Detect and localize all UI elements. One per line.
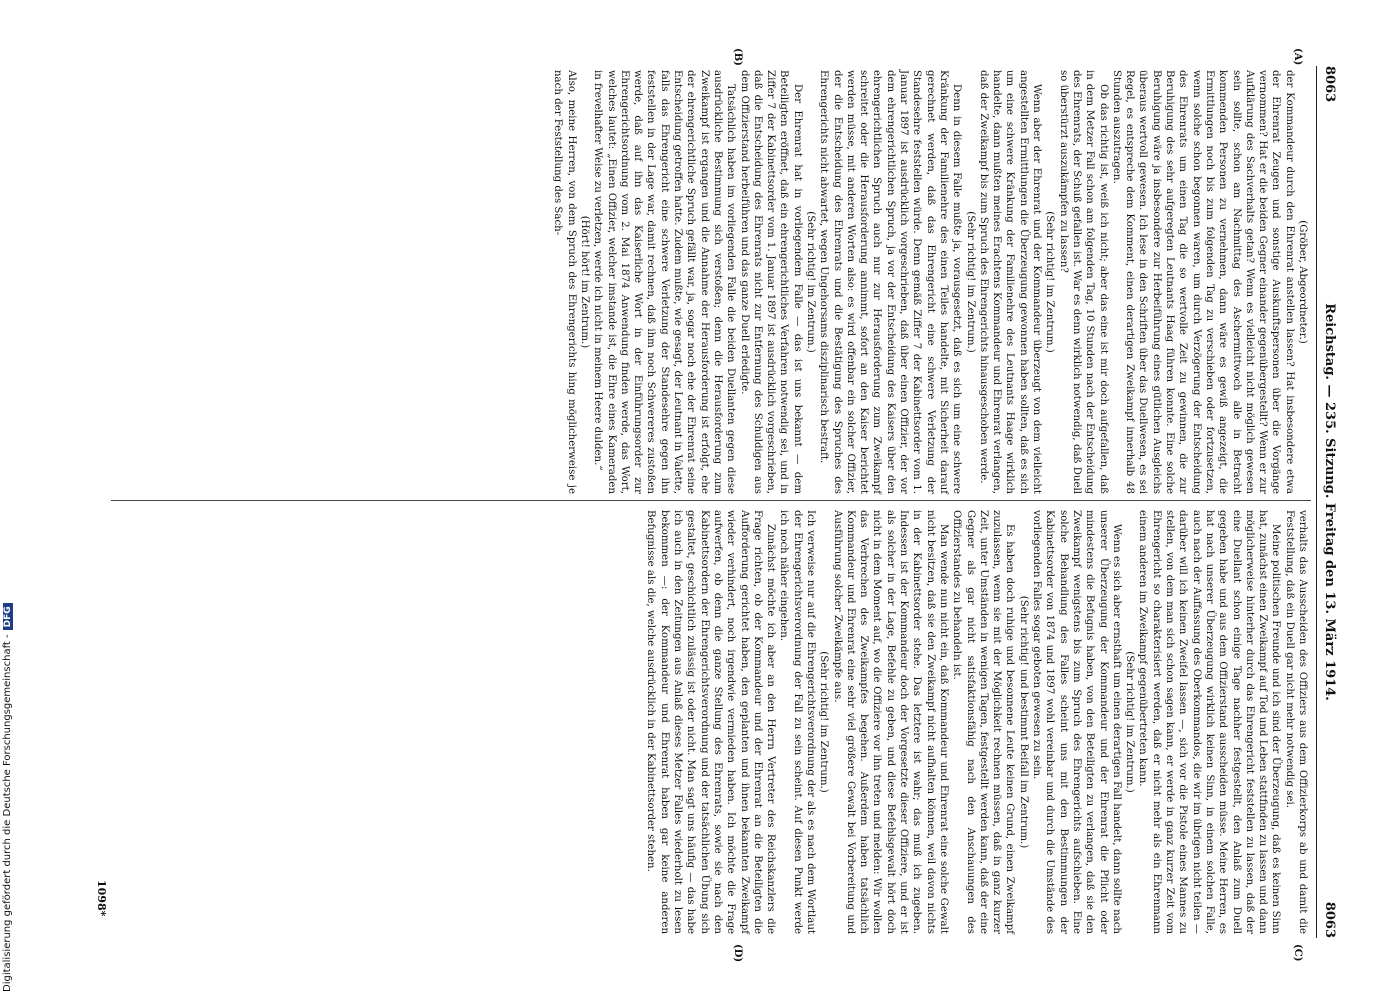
dfg-logo: DFG	[3, 603, 13, 630]
margin-marker-b: (B)	[732, 48, 743, 66]
interjection: (Sehr richtig! im Zentrum.)	[964, 211, 976, 353]
interjection: (Gröber, Abgeordneter.)	[1297, 220, 1308, 344]
paragraph: Meine politischen Freunde und ich sind der Überzeugung, daß es keinen Sinn hat, zunächst einen Zweikampf auf Tod und Leben stattfinden zu lassen und dann möglicherweise hinterher durch das Ehrengericht feststellen zu lassen, daß der eine Duellant schon einige Tage nachher festgestellt, den Anlaß zum Duell gegeben habe und aus dem Offizierstand ausscheiden müsse. Meine Herren, es hat nach unserer Überzeugung wirklich keinen Sinn, in einem solchen Falle, auch nach der Auffassung des Oberkommandos, die wir im übrigen nicht teilen — darüber will ich keinen Zweifel lassen —, sich vor die Pistole eines Mannes zu stellen, von dem man sich schon sagen kann, er werde in ganz kurzer Zeit vom Ehrengericht so charakterisiert werden, daß er nicht mehr als ein Ehrenmann einem anderen im Zweikampf gegenübertreten kann.	[1137, 510, 1282, 934]
margin-marker-c: (C)	[1292, 944, 1303, 962]
page-signature: 1098*	[95, 880, 108, 917]
interjection: (Sehr richtig! im Zentrum.)	[1044, 211, 1056, 353]
page-number-right: 8063	[1322, 901, 1337, 938]
paragraph: Man wende nun nicht ein, daß Kommandeur und Ehrenrat eine solche Gewalt nicht besitzen, daß sie den Zweikampf nicht aufhalten können, weil davon nichts in der Kabinettsorder stehe. Das letztere ist wahr; das muß ich zugeben. Indessen ist der Kommandeur doch der Vorgesetzte dieser Offiziere, und er ist als solcher in der Lage, Befehle zu geben, und diese Befehlsgewalt hört doch nicht in dem Moment auf, wo die Offiziere vor ihn treten und melden: Wir wollen das Verbrechen des Zweikampfes begehen. Außerdem haben tatsächlich Kommandeur und Ehrenrat eine sehr viel größere Gewalt bei Vorbereitung und Ausführung solcher Zweikämpfe aus.	[831, 510, 949, 934]
paragraph: der Kommandeur durch den Ehrenrat anstellen lassen? Hat insbesondere etwa der Ehrenrat Zeugen und sonstige Auskunftspersonen über die Vorgänge vernommen? Hat er die beiden Gegner einander gegenübergestellt? Wenn er zur Aufklärung des Sachverhalts getan? Wenn es vielleicht nicht möglich gewesen sein sollte, schon am Nachmittag des Aschermittwoch alle in Betracht kommenden Personen zu vernehmen, dann wäre es gewiß angezeigt, die Ermittlungen noch bis zum folgenden Tag zu verschieben oder fortzusetzen, wenn solche schon begonnen waren, um durch Verzögerung der Entscheidung des Ehrenrats um einen Tag die so wertvolle Zeit zu gewinnen, die zur Beruhigung des sehr aufgeregten Leutnants Haag führen konnte. Eine solche Beruhigung wäre ja insbesondere zur Herbeiführung eines gütlichen Ausgleichs überaus wertvoll gewesen. Ich lese in den Schriften über das Duellwesen, es sei Regel, es entspreche dem Komment, einen derartigen Zweikampf innerhalb 48 Stunden auszutragen.	[1110, 70, 1295, 494]
paragraph: Zunächst möchte ich aber an den Herrn Vertreter des Reichskanzlers die Frage richten, ob der Kommandeur und der Ehrenrat an die Beteiligten die Aufforderung gerichtet haben, den geplanten und ihnen bekannten Zweikampf wieder verhindert, noch irgendwie vermieden haben. Ich möchte die Frage aufwerfen, ob denn die ganze Stellung des Ehrenrats, sowie sie nach den Kabinettsordern der Ehrengerichtsverordnung und der tatsächlichen Übung sich gestaltet, geschichtlich zulässig ist oder nicht. Man sagt uns häufig — das habe ich auch in den Zeitungen aus Anlaß dieses Metzer Falles wiederholt zu lesen bekommen —: der Kommandeur und Ehrenrat haben gar keine anderen Befugnisse als die, welche ausdrücklich in der Kabinettsorder stehen.	[645, 510, 777, 934]
text-column-left	[551, 70, 1309, 494]
paragraph: Ob das richtig ist, weiß ich nicht; aber das eine ist mir doch aufgefallen, daß in dem Metzer Fall schon am folgenden Tag, 10 Stunden nach der Entscheidung des Ehrenrats, der Schuß gefallen ist. War es denn wirklich notwendig, daß Duell so überstürzt auszukämpfen zu lassen?	[1057, 70, 1109, 494]
paragraph: Wenn aber der Ehrenrat und der Kommandeur überzeugt von dem vielleicht angestellten Ermittlungen die Überzeugung gewonnen haben sollten, daß es sich um eine schwere Kränkung der Familienehre des Leutnants Haage wirklich handelte, dann mußten meines Erachtens Kommandeur und Ehrenrat verlangen, daß der Zweikampf bis zum Spruch des Ehrengerichts hinausgeschoben werde.	[977, 70, 1043, 494]
margin-marker-a: (A)	[1292, 48, 1303, 66]
paragraph: verhalts das Ausscheiden des Offiziers aus dem Offizierkorps ab und damit die Feststellung, daß ein Duell gar nicht mehr notwendig sei.	[1283, 510, 1308, 934]
header-rule	[1316, 66, 1317, 938]
interjection: (Hört! hört! im Zentrum.)	[578, 215, 590, 349]
footer-credit	[2, 0, 16, 1000]
paragraph: Es haben doch ruhige und besonnene Leute keinen Grund, einen Zweikampf zuzulassen, wenn sie mit der Möglichkeit rechnen müssen, daß in ganz kurzer Zeit, unter Umständen in wenigen Tagen, festgestellt werden kann, daß der eine Gegner als gar nicht satisfaktionsfähig nach den Anschauungen des Offizierstandes zu behandeln ist.	[951, 510, 1016, 934]
running-header	[1319, 66, 1339, 938]
paragraph: Der Ehrenrat hat in vorliegendem Falle — das ist uns bekannt — dem Beteiligten eröffnet, daß ein ehrengerichtliches Verfahren notwendig sei, und in Ziffer 7 der Kabinettsorder vom 1. Januar 1897 ist ausdrücklich vorgeschrieben, daß die Entscheidung des Ehrenrats nicht zur Entfernung des Schuldigen aus dem Offizierstand herbeiführen und das ganze Duell erledigte.	[738, 70, 803, 494]
interjection: (Sehr richtig! im Zentrum.)	[818, 651, 830, 793]
interjection: (Sehr richtig! und bestimmt Beifall im Zentrum.)	[1017, 595, 1029, 849]
paragraph: Wenn es sich aber ernsthaft um einen derartigen Fall handelt, dann sollte nach unserer Überzeugung der Kommandeur und der Ehrenrat die Pflicht oder mindestens die Befugnis haben, von den Beteiligten zu verlangen, daß sie den Zweikampf wenigstens bis zum Spruch des Ehrengerichts aufschieben. Eine solche Behandlung des Falles scheint uns mit den Bestimmungen der Kabinettsorder von 1874 und 1897 wohl vereinbar und durch die Umstände des vorliegenden Falles sogar geboten gewesen zu sein.	[1031, 510, 1122, 934]
header-title: Reichstag. — 235. Sitzung. Freitag den 13. März 1914.	[1322, 303, 1337, 701]
column-divider	[111, 500, 1311, 501]
interjection: (Sehr richtig! im Zentrum.)	[1124, 651, 1136, 793]
page-number-left: 8063	[1322, 66, 1337, 103]
paragraph: Denn in diesem Falle mußte ja, vorausgesetzt, daß es sich um eine schwere Kränkung der Familienehre des einen Teiles handelte, mit Sicherheit darauf gerechnet werden, daß das Ehrengericht eine schwere Verletzung der Standesehre feststellen würde. Denn gemäß Ziffer 7 der Kabinettsorder vom 1. Januar 1897 ist ausdrücklich vorgeschrieben, daß über einen Offizier, der vor dem ehrengerichtlichen Spruch, ja vor der Entscheidung des Kaisers über den ehrengerichtlichen Spruch auch nur zur Herausforderung zum Zweikampf schreitet oder die Herausforderung annimmt, sofort an den Kaiser berichtet werden müsse, mit anderen Worten also: es wird offenbar ein solcher Offizier, der die Entscheidung des Ehrenrats und die Bestätigung des Spruches des Ehrengerichts nicht abwartet, wegen Ungehorsams disziplinarisch bestraft.	[818, 70, 963, 494]
interjection: (Sehr richtig! im Zentrum.)	[805, 211, 817, 353]
paragraph: Tatsächlich haben im vorliegenden Falle die beiden Duellanten gegen diese ausdrückliche Bestimmung sich verstoßen; denn die Herausforderung zum Zweikampf ist ergangen und die Annahme der Herausforderung ist erfolgt, ehe der ehrengerichtliche Spruch gefällt war, ja, sogar noch ehe der Ehrenrat seine Entscheidung getroffen hatte. Zudem mußte, wie gesagt, der Leutnant in Valette, falls das Ehrengericht eine schwere Verletzung der Standesehre gegen ihn feststellen in der Lage war, damit rechnen, daß ihm noch Schwereres zustoßen werde, daß auf ihn das Kaiserliche Wort in der Einführungsorder zur Ehrengerichtsordnung vom 2. Mai 1874 Anwendung finden werde, das Wort, welches lautet: „Einen Offizier, welcher imstande ist, die Ehre eines Kameraden in frevelhafter Weise zu verletzen, werde ich nicht in meinem Heere dulden.“	[592, 70, 737, 494]
paragraph: Ich verweise nur auf die Ehrengerichtsverordnung der als es nach dem Wortlaut der Ehrengerichtsverordnung der Fall zu sein scheint. Auf diesen Punkt werde ich noch näher eingehen.	[778, 510, 817, 934]
paragraph: Also, meine Herren, von dem Spruch des Ehrengerichts hing möglicherweise je nach der Feststellung des Sach-	[552, 70, 577, 494]
credit-text: Digitalisierung gefördert durch die Deutsche Forschungsgemeinschaft -	[2, 634, 13, 992]
margin-marker-d: (D)	[732, 944, 743, 963]
text-column-right	[644, 510, 1309, 934]
